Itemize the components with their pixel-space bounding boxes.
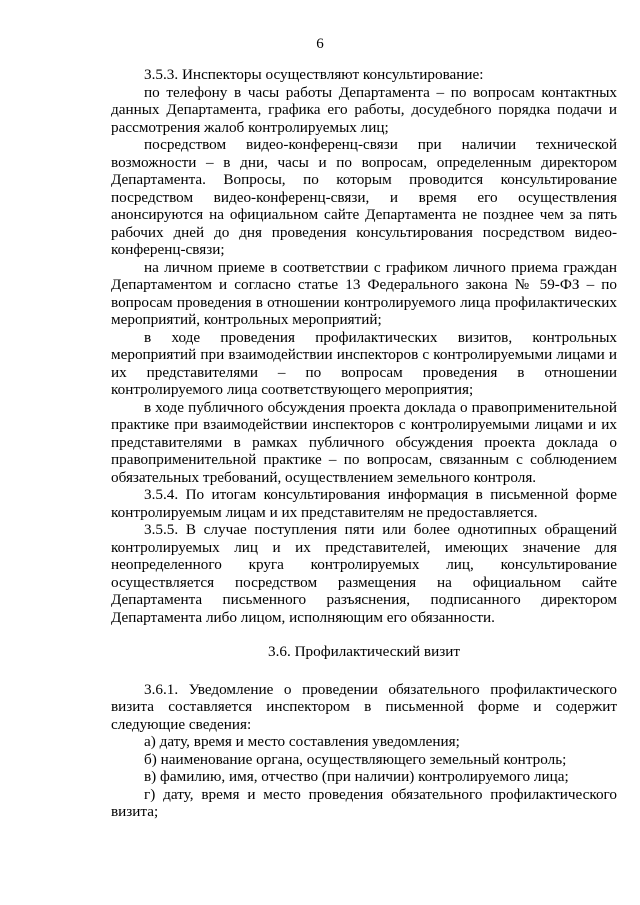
paragraph-3-5-4: 3.5.4. По итогам консультирования информация в письменной форме контролируемым лицам и их представителям не предоставляется.: [111, 486, 617, 521]
paragraph-public-discussion: в ходе публичного обсуждения проекта доклада о правоприменительной практике при взаимодействии инспекторов с контролируемыми лицами и их представителями в рамках публичного обсуждения проекта доклада о правоприменительной практике – по вопросам, связанным с соблюдением обязательных требований, осуществлением земельного контроля.: [111, 398, 617, 486]
paragraph-visits-consulting: в ходе проведения профилактических визитов, контрольных мероприятий при взаимодействии инспекторов с контролируемыми лицами и их представителями – по вопросам проведения в отношении контролируемого лица соответствующего мероприятия;: [111, 328, 617, 398]
list-item-a: а) дату, время и место составления уведомления;: [144, 733, 460, 750]
paragraph-3-5-3-intro: 3.5.3. Инспекторы осуществляют консультирование:: [144, 66, 484, 83]
paragraph-3-6-1: 3.6.1. Уведомление о проведении обязательного профилактического визита составляется инспектором в письменной форме и содержит следующие сведения:: [111, 680, 617, 733]
list-item-c: в) фамилию, имя, отчество (при наличии) контролируемого лица;: [144, 768, 569, 785]
paragraph-3-5-5: 3.5.5. В случае поступления пяти или более однотипных обращений контролируемых лиц и их представителей, имеющих значение для неопределенного круга контролируемых лиц, консультирование осуществляется посредством размещения на официальном сайте Департамента письменного разъяснения, подписанного директором Департамента либо лицом, исполняющим его обязанности.: [111, 521, 617, 626]
paragraph-video-consulting: посредством видео-конференц-связи при наличии технической возможности – в дни, часы и по вопросам, определенным директором Департамента. Вопросы, по которым проводится консультирование посредством видео-конференц-связи, и время его осуществления анонсируются на официальном сайте Департамента не позднее чем за пять рабочих дней до дня проведения консультирования посредством видео-конференц-связи;: [111, 136, 617, 258]
section-heading: 3.6. Профилактический визит: [268, 643, 460, 660]
paragraph-phone-consulting: по телефону в часы работы Департамента – по вопросам контактных данных Департамента, графика его работы, досудебного порядка подачи и рассмотрения жалоб контролируемых лиц;: [111, 83, 617, 136]
paragraph-personal-reception: на личном приеме в соответствии с графиком личного приема граждан Департаментом и согласно статье 13 Федерального закона № 59-ФЗ – по вопросам проведения в отношении контролируемого лица профилактических мероприятий, контрольных мероприятий;: [111, 258, 617, 328]
list-item-d: г) дату, время и место проведения обязательного профилактического визита;: [111, 785, 617, 820]
list-item-b: б) наименование органа, осуществляющего земельный контроль;: [144, 750, 567, 768]
document-body: [111, 66, 617, 821]
page-number: 6: [316, 36, 324, 52]
